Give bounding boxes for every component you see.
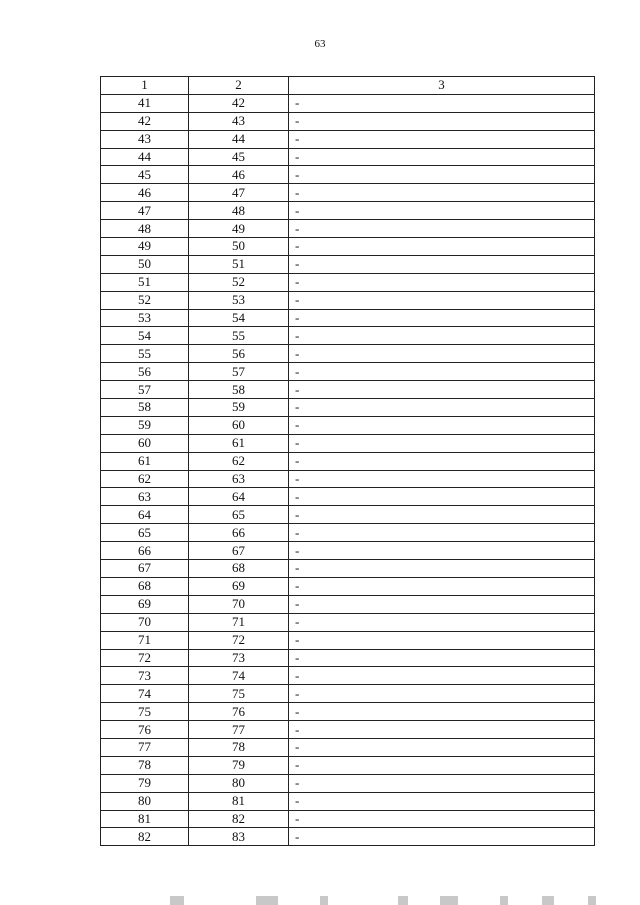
cell-col-1: 75 xyxy=(101,703,189,721)
cell-col-3: - xyxy=(289,345,595,363)
table-row xyxy=(101,381,595,399)
cell-col-1: 69 xyxy=(101,595,189,613)
cell-col-2: 81 xyxy=(189,792,289,810)
cell-col-2: 48 xyxy=(189,202,289,220)
cell-col-1: 48 xyxy=(101,220,189,238)
cell-col-3: - xyxy=(289,685,595,703)
cell-col-3: - xyxy=(289,560,595,578)
cell-col-1: 80 xyxy=(101,792,189,810)
cell-col-1: 63 xyxy=(101,488,189,506)
cell-col-3: - xyxy=(289,381,595,399)
table-row xyxy=(101,792,595,810)
cell-col-3: - xyxy=(289,595,595,613)
table-row xyxy=(101,255,595,273)
table-row xyxy=(101,810,595,828)
cell-col-1: 42 xyxy=(101,112,189,130)
cell-col-3: - xyxy=(289,273,595,291)
cell-col-1: 81 xyxy=(101,810,189,828)
cell-col-1: 59 xyxy=(101,416,189,434)
cell-col-3: - xyxy=(289,506,595,524)
cell-col-3: - xyxy=(289,220,595,238)
table-row xyxy=(101,667,595,685)
cell-col-2: 70 xyxy=(189,595,289,613)
table-row xyxy=(101,524,595,542)
cell-col-1: 71 xyxy=(101,631,189,649)
cell-col-3: - xyxy=(289,542,595,560)
cell-col-1: 78 xyxy=(101,756,189,774)
cell-col-2: 54 xyxy=(189,309,289,327)
cell-col-2: 77 xyxy=(189,721,289,739)
cell-col-2: 60 xyxy=(189,416,289,434)
cell-col-1: 47 xyxy=(101,202,189,220)
cell-col-2: 73 xyxy=(189,649,289,667)
table-row xyxy=(101,828,595,846)
cell-col-1: 54 xyxy=(101,327,189,345)
cell-col-3: - xyxy=(289,363,595,381)
cell-col-3: - xyxy=(289,399,595,417)
cell-col-2: 75 xyxy=(189,685,289,703)
table-row xyxy=(101,577,595,595)
cell-col-2: 67 xyxy=(189,542,289,560)
cell-col-2: 66 xyxy=(189,524,289,542)
cell-col-1: 76 xyxy=(101,721,189,739)
data-table xyxy=(100,76,595,846)
column-header-1: 1 xyxy=(101,77,189,95)
cell-col-1: 43 xyxy=(101,130,189,148)
table-row xyxy=(101,595,595,613)
table-row xyxy=(101,470,595,488)
table-row xyxy=(101,130,595,148)
cell-col-1: 50 xyxy=(101,255,189,273)
cell-col-3: - xyxy=(289,703,595,721)
cell-col-2: 45 xyxy=(189,148,289,166)
cell-col-2: 53 xyxy=(189,291,289,309)
cell-col-3: - xyxy=(289,524,595,542)
table-row xyxy=(101,345,595,363)
cell-col-2: 46 xyxy=(189,166,289,184)
cell-col-2: 65 xyxy=(189,506,289,524)
cell-col-1: 79 xyxy=(101,774,189,792)
cell-col-3: - xyxy=(289,810,595,828)
cell-col-3: - xyxy=(289,238,595,256)
cell-col-3: - xyxy=(289,452,595,470)
cell-col-2: 43 xyxy=(189,112,289,130)
cell-col-1: 73 xyxy=(101,667,189,685)
cell-col-3: - xyxy=(289,130,595,148)
cell-col-3: - xyxy=(289,309,595,327)
cell-col-1: 64 xyxy=(101,506,189,524)
cell-col-1: 82 xyxy=(101,828,189,846)
table-row xyxy=(101,327,595,345)
table-row xyxy=(101,756,595,774)
table-row xyxy=(101,506,595,524)
cell-col-2: 49 xyxy=(189,220,289,238)
cell-col-3: - xyxy=(289,470,595,488)
table-row xyxy=(101,238,595,256)
cell-col-3: - xyxy=(289,434,595,452)
table-row xyxy=(101,399,595,417)
cell-col-2: 50 xyxy=(189,238,289,256)
cell-col-1: 56 xyxy=(101,363,189,381)
cell-col-1: 49 xyxy=(101,238,189,256)
table-row xyxy=(101,434,595,452)
table-row xyxy=(101,202,595,220)
cell-col-1: 61 xyxy=(101,452,189,470)
cell-col-2: 59 xyxy=(189,399,289,417)
table-row xyxy=(101,416,595,434)
cell-col-2: 76 xyxy=(189,703,289,721)
table-row xyxy=(101,220,595,238)
cell-col-2: 69 xyxy=(189,577,289,595)
cell-col-2: 68 xyxy=(189,560,289,578)
cell-col-1: 53 xyxy=(101,309,189,327)
table-row xyxy=(101,721,595,739)
cell-col-3: - xyxy=(289,792,595,810)
table-row xyxy=(101,273,595,291)
cell-col-2: 72 xyxy=(189,631,289,649)
cell-col-3: - xyxy=(289,738,595,756)
table-row xyxy=(101,774,595,792)
cell-col-3: - xyxy=(289,577,595,595)
cell-col-3: - xyxy=(289,166,595,184)
page-number: 63 xyxy=(314,38,326,50)
cell-col-3: - xyxy=(289,148,595,166)
table-row xyxy=(101,166,595,184)
table-row xyxy=(101,148,595,166)
cell-col-3: - xyxy=(289,488,595,506)
table-row xyxy=(101,452,595,470)
cell-col-1: 72 xyxy=(101,649,189,667)
cell-col-2: 55 xyxy=(189,327,289,345)
cell-col-1: 55 xyxy=(101,345,189,363)
cell-col-1: 41 xyxy=(101,94,189,112)
cell-col-3: - xyxy=(289,613,595,631)
cell-col-1: 45 xyxy=(101,166,189,184)
cell-col-1: 52 xyxy=(101,291,189,309)
cell-col-2: 82 xyxy=(189,810,289,828)
table-row xyxy=(101,560,595,578)
cell-col-1: 58 xyxy=(101,399,189,417)
cell-col-3: - xyxy=(289,184,595,202)
table-row xyxy=(101,112,595,130)
cell-col-3: - xyxy=(289,327,595,345)
cell-col-1: 46 xyxy=(101,184,189,202)
cell-col-2: 83 xyxy=(189,828,289,846)
cell-col-2: 64 xyxy=(189,488,289,506)
cell-col-2: 44 xyxy=(189,130,289,148)
table-body xyxy=(101,94,595,845)
column-header-2: 2 xyxy=(189,77,289,95)
cell-col-3: - xyxy=(289,721,595,739)
cell-col-1: 67 xyxy=(101,560,189,578)
cell-col-2: 61 xyxy=(189,434,289,452)
table-row xyxy=(101,309,595,327)
cell-col-1: 65 xyxy=(101,524,189,542)
cell-col-1: 66 xyxy=(101,542,189,560)
cell-col-1: 60 xyxy=(101,434,189,452)
cut-off-footer-text xyxy=(170,896,630,905)
cell-col-2: 79 xyxy=(189,756,289,774)
cell-col-2: 63 xyxy=(189,470,289,488)
cell-col-2: 58 xyxy=(189,381,289,399)
table-row xyxy=(101,649,595,667)
table-row xyxy=(101,703,595,721)
cell-col-2: 42 xyxy=(189,94,289,112)
table-header-row xyxy=(101,77,595,95)
cell-col-1: 51 xyxy=(101,273,189,291)
cell-col-1: 68 xyxy=(101,577,189,595)
cell-col-3: - xyxy=(289,291,595,309)
cell-col-1: 70 xyxy=(101,613,189,631)
cell-col-1: 77 xyxy=(101,738,189,756)
cell-col-3: - xyxy=(289,255,595,273)
cell-col-2: 52 xyxy=(189,273,289,291)
cell-col-1: 44 xyxy=(101,148,189,166)
table-row xyxy=(101,291,595,309)
cell-col-2: 62 xyxy=(189,452,289,470)
cell-col-1: 62 xyxy=(101,470,189,488)
cell-col-3: - xyxy=(289,649,595,667)
table-row xyxy=(101,363,595,381)
table-row xyxy=(101,184,595,202)
column-header-3: 3 xyxy=(289,77,595,95)
cell-col-3: - xyxy=(289,667,595,685)
table-row xyxy=(101,542,595,560)
cell-col-2: 51 xyxy=(189,255,289,273)
cell-col-2: 80 xyxy=(189,774,289,792)
cell-col-2: 57 xyxy=(189,363,289,381)
cell-col-3: - xyxy=(289,828,595,846)
table-row xyxy=(101,613,595,631)
cell-col-3: - xyxy=(289,774,595,792)
cell-col-3: - xyxy=(289,202,595,220)
cell-col-3: - xyxy=(289,112,595,130)
table-row xyxy=(101,94,595,112)
cell-col-3: - xyxy=(289,416,595,434)
cell-col-3: - xyxy=(289,631,595,649)
table-row xyxy=(101,488,595,506)
cell-col-2: 78 xyxy=(189,738,289,756)
cell-col-2: 74 xyxy=(189,667,289,685)
cell-col-1: 74 xyxy=(101,685,189,703)
table-row xyxy=(101,685,595,703)
table-row xyxy=(101,738,595,756)
cell-col-2: 71 xyxy=(189,613,289,631)
cell-col-3: - xyxy=(289,94,595,112)
cell-col-2: 56 xyxy=(189,345,289,363)
cell-col-1: 57 xyxy=(101,381,189,399)
table-row xyxy=(101,631,595,649)
cell-col-3: - xyxy=(289,756,595,774)
cell-col-2: 47 xyxy=(189,184,289,202)
